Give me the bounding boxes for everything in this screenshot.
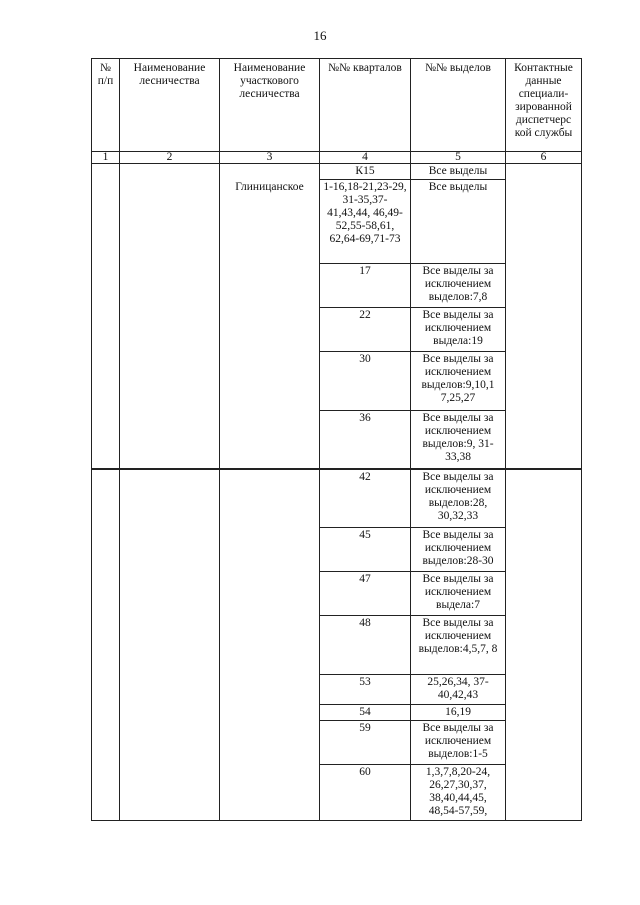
cell-subforestry: Глиницанское <box>220 180 320 469</box>
cell-plots: Все выделы за исключением выделов:9, 31-33,38 <box>411 411 506 469</box>
cell-quarter: 59 <box>320 721 411 765</box>
column-number: 5 <box>411 152 506 164</box>
cell-quarter: 54 <box>320 705 411 721</box>
cell-plots: 16,19 <box>411 705 506 721</box>
cell-quarter: 30 <box>320 352 411 411</box>
header-num: № п/п <box>92 59 120 152</box>
table-row <box>92 469 582 528</box>
header-subforestry: Наименование участкового лесничества <box>220 59 320 152</box>
header-quarters: №№ кварталов <box>320 59 411 152</box>
column-number: 1 <box>92 152 120 164</box>
column-number: 6 <box>506 152 582 164</box>
cell-quarter: 1-16,18-21,23-29, 31-35,37-41,43,44, 46,49-52,55-58,61, 62,64-69,71-73 <box>320 180 411 264</box>
cell-num <box>92 469 120 821</box>
cell-plots: Все выделы за исключением выделов:1-5 <box>411 721 506 765</box>
column-number: 3 <box>220 152 320 164</box>
column-number: 2 <box>120 152 220 164</box>
cell-num <box>92 164 120 469</box>
cell-plots: Все выделы за исключением выделов:7,8 <box>411 264 506 308</box>
cell-quarter: 45 <box>320 528 411 572</box>
header-plots: №№ выделов <box>411 59 506 152</box>
cell-plots: Все выделы <box>411 180 506 264</box>
cell-plots: Все выделы <box>411 164 506 180</box>
cell-forestry <box>120 469 220 821</box>
cell-quarter: 48 <box>320 616 411 675</box>
cell-plots: Все выделы за исключением выделов:28-30 <box>411 528 506 572</box>
page-number: 16 <box>313 28 327 43</box>
cell-plots: Все выделы за исключением выделов:4,5,7, 8 <box>411 616 506 675</box>
cell-quarter: 60 <box>320 765 411 821</box>
table-row <box>92 164 582 180</box>
cell-forestry <box>120 164 220 469</box>
header-row <box>92 59 582 152</box>
cell-plots: 25,26,34, 37-40,42,43 <box>411 675 506 705</box>
cell-quarter: 36 <box>320 411 411 469</box>
forest-plots-table <box>91 58 582 821</box>
cell-plots: Все выделы за исключением выделов:9,10,1 7,25,27 <box>411 352 506 411</box>
cell-quarter: 53 <box>320 675 411 705</box>
column-number-row <box>92 152 582 164</box>
cell-subforestry <box>220 164 320 180</box>
cell-quarter: 22 <box>320 308 411 352</box>
cell-quarter: 47 <box>320 572 411 616</box>
cell-plots: Все выделы за исключением выдела:7 <box>411 572 506 616</box>
column-number: 4 <box>320 152 411 164</box>
cell-quarter: 42 <box>320 469 411 528</box>
cell-quarter: К15 <box>320 164 411 180</box>
cell-contacts <box>506 164 582 469</box>
cell-plots: 1,3,7,8,20-24, 26,27,30,37, 38,40,44,45, 48,54-57,59, <box>411 765 506 821</box>
cell-quarter: 17 <box>320 264 411 308</box>
cell-subforestry <box>220 469 320 821</box>
cell-plots: Все выделы за исключением выделов:28, 30,32,33 <box>411 469 506 528</box>
cell-plots: Все выделы за исключением выдела:19 <box>411 308 506 352</box>
cell-contacts <box>506 469 582 821</box>
header-contacts: Контактные данные специали-зированной диспетчерс кой службы <box>506 59 582 152</box>
header-forestry: Наименование лесничества <box>120 59 220 152</box>
